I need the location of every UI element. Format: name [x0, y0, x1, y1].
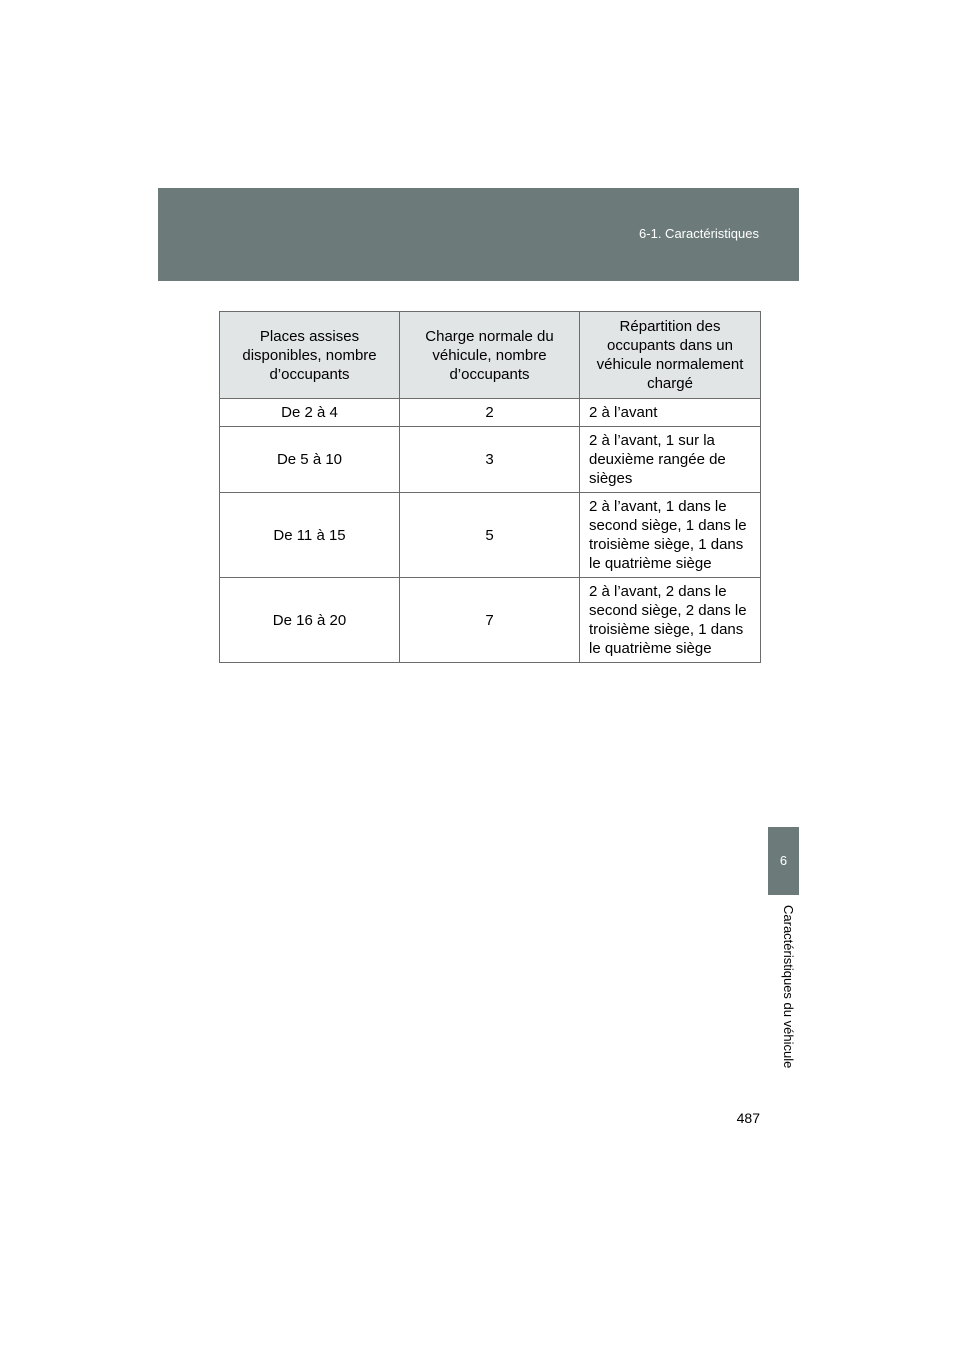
header-seating-capacity: Places assises disponibles, nombre d’occupants	[220, 312, 400, 399]
header-normal-load: Charge normale du véhicule, nombre d’occupants	[400, 312, 580, 399]
chapter-label: Caractéristiques du véhicule	[781, 905, 796, 1069]
table-header-row	[220, 312, 761, 399]
chapter-tab	[768, 827, 799, 895]
header-band	[158, 188, 799, 281]
cell-load: 5	[400, 493, 580, 578]
cell-distribution: 2 à l’avant, 2 dans le second siège, 2 dans le troisième siège, 1 dans le quatrième siège	[580, 578, 761, 663]
header-distribution: Répartition des occupants dans un véhicule normalement chargé	[580, 312, 761, 399]
cell-load: 7	[400, 578, 580, 663]
page-number: 487	[736, 1110, 760, 1126]
table-row	[220, 578, 761, 663]
cell-distribution: 2 à l’avant, 1 dans le second siège, 1 dans le troisième siège, 1 dans le quatrième siège	[580, 493, 761, 578]
cell-seating: De 5 à 10	[220, 427, 400, 493]
chapter-number: 6	[779, 853, 788, 868]
cell-distribution: 2 à l’avant, 1 sur la deuxième rangée de sièges	[580, 427, 761, 493]
table-row	[220, 493, 761, 578]
cell-seating: De 16 à 20	[220, 578, 400, 663]
table-row	[220, 399, 761, 427]
table-row	[220, 427, 761, 493]
cell-distribution: 2 à l’avant	[580, 399, 761, 427]
cell-seating: De 2 à 4	[220, 399, 400, 427]
cell-load: 2	[400, 399, 580, 427]
section-title: 6-1. Caractéristiques	[639, 226, 759, 241]
cell-seating: De 11 à 15	[220, 493, 400, 578]
occupant-table	[219, 311, 761, 663]
cell-load: 3	[400, 427, 580, 493]
